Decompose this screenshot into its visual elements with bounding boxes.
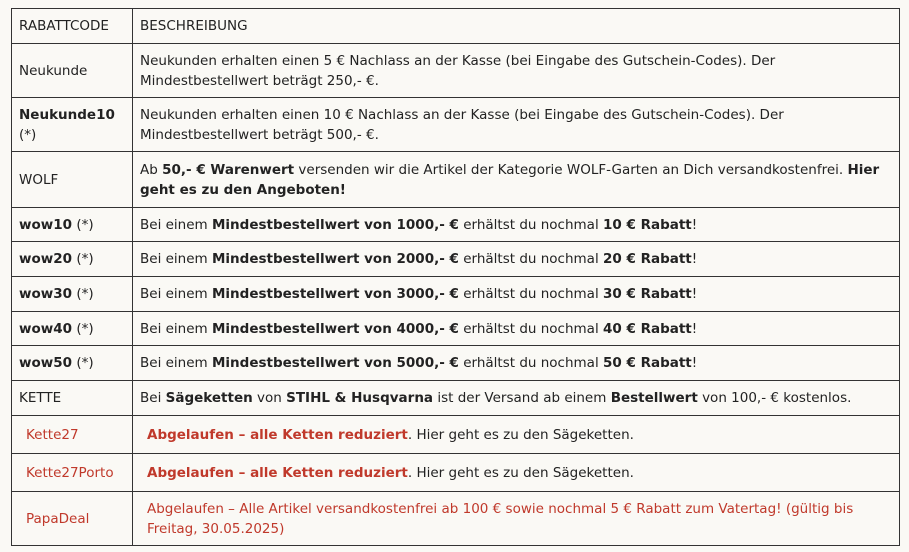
column-header-description: BESCHREIBUNG (133, 9, 900, 44)
desc-text: erhältst du nochmal (458, 216, 603, 233)
desc-text: versenden wir die Artikel der Kategorie WOLF-Garten an Dich versandkostenfrei. (294, 161, 848, 178)
desc-emphasis: Mindestbestellwert von 4000,- € (211, 320, 459, 337)
table-row (12, 277, 900, 312)
description-cell (133, 152, 900, 208)
desc-emphasis: 10 € Rabatt (603, 216, 692, 233)
desc-text: Bei einem (140, 320, 212, 337)
desc-emphasis: Mindestbestellwert von 3000,- € (211, 286, 459, 302)
desc-text: ! (691, 216, 698, 233)
table-row (12, 346, 900, 381)
discount-code-table (11, 8, 900, 546)
column-header-code: RABATTCODE (12, 9, 133, 44)
code-suffix: (*) (76, 286, 94, 302)
code-cell (12, 242, 133, 277)
code-suffix: (*) (76, 251, 94, 267)
code-cell (12, 277, 133, 312)
desc-text: ! (691, 251, 698, 267)
table-row (12, 416, 900, 454)
desc-emphasis: Sägeketten (165, 390, 253, 406)
table-row (12, 242, 900, 277)
description-cell: Neukunden erhalten einen 10 € Nachlass an der Kasse (bei Eingabe des Gutschein-Codes). Der Mindestbestellwert beträgt 500,- €. (133, 98, 900, 152)
chains-link[interactable]: . Hier geht es zu den Sägeketten. (407, 426, 634, 443)
description-cell: Neukunden erhalten einen 5 € Nachlass an der Kasse (bei Eingabe des Gutschein-Codes). Der Mindestbestellwert beträgt 250,- €. (133, 44, 900, 98)
table-row (12, 492, 900, 546)
desc-emphasis: Mindestbestellwert von 5000,- € (211, 355, 459, 371)
code-cell (12, 98, 133, 152)
table-row (12, 208, 900, 242)
desc-text: erhältst du nochmal (458, 286, 603, 302)
code-cell: WOLF (12, 152, 133, 208)
table-header-row (12, 9, 900, 44)
desc-emphasis: STIHL & Husqvarna (286, 390, 434, 406)
code-text: wow10 (19, 216, 73, 233)
table-row (12, 381, 900, 416)
desc-emphasis: Mindestbestellwert von 1000,- € (211, 216, 459, 233)
desc-emphasis: 30 € Rabatt (603, 286, 692, 302)
desc-text: Bei einem (140, 216, 212, 233)
code-cell: Kette27 (12, 416, 133, 454)
chains-link[interactable]: . Hier geht es zu den Sägeketten. (407, 464, 634, 481)
description-cell (133, 454, 900, 492)
code-text: wow40 (19, 320, 73, 337)
desc-emphasis: 50,- € Warenwert (162, 161, 295, 178)
code-cell (12, 312, 133, 346)
code-text: wow30 (19, 286, 73, 302)
code-suffix: (*) (76, 320, 94, 337)
desc-text: ! (691, 320, 698, 337)
description-cell (133, 346, 900, 381)
desc-text: erhältst du nochmal (458, 320, 603, 337)
desc-text: ! (691, 286, 698, 302)
code-suffix: (*) (19, 126, 37, 143)
desc-text: von (252, 390, 287, 406)
code-text: wow20 (19, 251, 73, 267)
expired-notice: Abgelaufen – alle Ketten reduziert (147, 464, 408, 481)
code-text: wow50 (19, 355, 73, 371)
desc-emphasis: 50 € Rabatt (603, 355, 692, 371)
offers-link[interactable]: Hier geht es zu den Angeboten! (140, 161, 880, 198)
code-cell: Neukunde (12, 44, 133, 98)
table-row (12, 98, 900, 152)
code-cell: Kette27Porto (12, 454, 133, 492)
desc-text: von 100,- € kostenlos. (697, 390, 852, 406)
code-suffix: (*) (76, 216, 94, 233)
description-cell (133, 208, 900, 242)
desc-text: erhältst du nochmal (458, 251, 603, 267)
desc-text: Bei einem (140, 355, 212, 371)
desc-emphasis: 20 € Rabatt (603, 251, 692, 267)
desc-text: ist der Versand ab einem (433, 390, 611, 406)
description-cell (133, 312, 900, 346)
description-cell (133, 416, 900, 454)
desc-text: ! (691, 355, 698, 371)
desc-text: erhältst du nochmal (458, 355, 603, 371)
table-row (12, 152, 900, 208)
desc-emphasis: Bestellwert (610, 390, 698, 406)
table-row (12, 44, 900, 98)
description-cell (133, 277, 900, 312)
code-cell (12, 346, 133, 381)
description-cell: Abgelaufen – Alle Artikel versandkostenfrei ab 100 € sowie nochmal 5 € Rabatt zum Vatertag! (gültig bis Freitag, 30.05.2025) (133, 492, 900, 546)
desc-emphasis: 40 € Rabatt (603, 320, 692, 337)
desc-text: Bei einem (140, 251, 212, 267)
description-cell (133, 381, 900, 416)
code-cell (12, 208, 133, 242)
table-row (12, 454, 900, 492)
desc-text: Ab (140, 161, 163, 178)
desc-text: Bei einem (140, 286, 212, 302)
table-row (12, 312, 900, 346)
code-cell: KETTE (12, 381, 133, 416)
desc-text: Bei (140, 390, 166, 406)
description-cell (133, 242, 900, 277)
code-text: Neukunde10 (19, 106, 115, 123)
code-suffix: (*) (76, 355, 94, 371)
desc-emphasis: Mindestbestellwert von 2000,- € (211, 251, 459, 267)
expired-notice: Abgelaufen – alle Ketten reduziert (147, 426, 408, 443)
code-cell: PapaDeal (12, 492, 133, 546)
